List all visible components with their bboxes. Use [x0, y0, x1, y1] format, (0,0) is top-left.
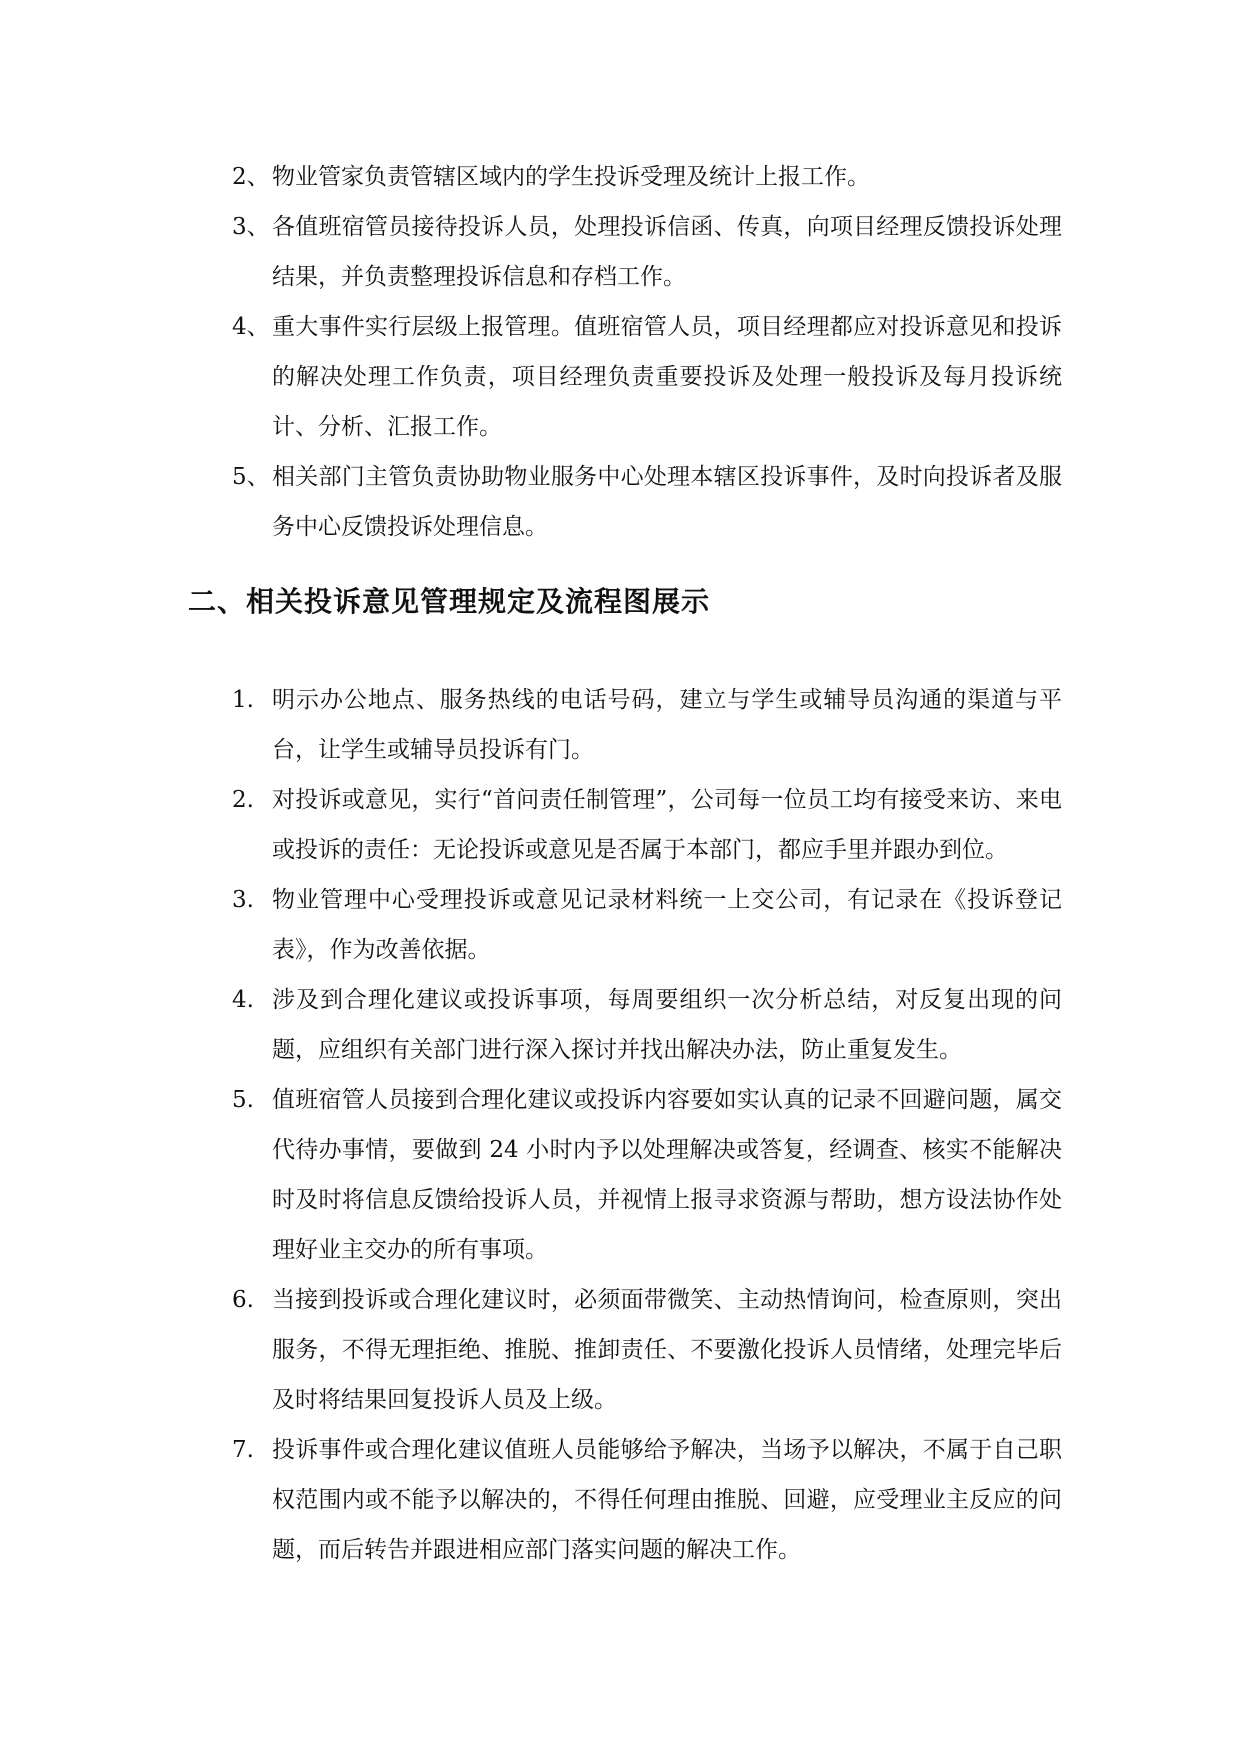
- list-item: [232, 775, 1062, 875]
- item-number: 2、: [232, 164, 270, 190]
- item-number: 7.: [232, 1437, 254, 1463]
- list-item: [232, 152, 1062, 202]
- item-text: 对投诉或意见，实行“首问责任制管理”，公司每一位员工均有接受来访、来电或投诉的责任：无论投诉或意见是否属于本部门，都应手里并跟办到位。: [272, 787, 1062, 863]
- item-number: 5、: [232, 464, 270, 490]
- list-item: [232, 302, 1062, 452]
- list-item: [232, 1425, 1062, 1575]
- item-number: 3、: [232, 214, 270, 240]
- item-text: 物业管理中心受理投诉或意见记录材料统一上交公司，有记录在《投诉登记表》，作为改善依据。: [272, 887, 1062, 963]
- item-number: 5.: [232, 1087, 254, 1113]
- item-text: 明示办公地点、服务热线的电话号码，建立与学生或辅导员沟通的渠道与平台，让学生或辅导员投诉有门。: [272, 687, 1062, 763]
- item-number: 2.: [232, 787, 254, 813]
- list-item: [232, 875, 1062, 975]
- list-item: [232, 675, 1062, 775]
- item-number: 4、: [232, 314, 270, 340]
- item-text: 重大事件实行层级上报管理。值班宿管人员，项目经理都应对投诉意见和投诉的解决处理工作负责，项目经理负责重要投诉及处理一般投诉及每月投诉统计、分析、汇报工作。: [272, 314, 1062, 440]
- list-item: [232, 975, 1062, 1075]
- list-item: [232, 452, 1062, 552]
- item-text: 各值班宿管员接待投诉人员，处理投诉信函、传真，向项目经理反馈投诉处理结果，并负责整理投诉信息和存档工作。: [272, 214, 1062, 290]
- item-number: 6.: [232, 1287, 254, 1313]
- item-text: 物业管家负责管辖区域内的学生投诉受理及统计上报工作。: [272, 164, 870, 190]
- list-item: [232, 1075, 1062, 1275]
- item-text: 相关部门主管负责协助物业服务中心处理本辖区投诉事件，及时向投诉者及服务中心反馈投诉处理信息。: [272, 464, 1062, 540]
- list-item: [232, 202, 1062, 302]
- list-item: [232, 1275, 1062, 1425]
- item-text: 值班宿管人员接到合理化建议或投诉内容要如实认真的记录不回避问题，属交代待办事情，要做到 24 小时内予以处理解决或答复，经调查、核实不能解决时及时将信息反馈给投诉人员，并视情上报寻求资源与帮助，想方设法协作处理好业主交办的所有事项。: [272, 1087, 1062, 1263]
- responsibility-list: [232, 152, 1062, 552]
- section-heading: 二、相关投诉意见管理规定及流程图展示: [188, 585, 711, 618]
- item-number: 3.: [232, 887, 254, 913]
- item-text: 投诉事件或合理化建议值班人员能够给予解决，当场予以解决，不属于自己职权范围内或不能予以解决的，不得任何理由推脱、回避，应受理业主反应的问题，而后转告并跟进相应部门落实问题的解决工作。: [272, 1437, 1062, 1563]
- item-text: 涉及到合理化建议或投诉事项，每周要组织一次分析总结，对反复出现的问题，应组织有关部门进行深入探讨并找出解决办法，防止重复发生。: [272, 987, 1062, 1063]
- regulation-list: [232, 675, 1062, 1575]
- item-text: 当接到投诉或合理化建议时，必须面带微笑、主动热情询问，检查原则，突出服务，不得无理拒绝、推脱、推卸责任、不要激化投诉人员情绪，处理完毕后及时将结果回复投诉人员及上级。: [272, 1287, 1062, 1413]
- item-number: 4.: [232, 987, 254, 1013]
- item-number: 1.: [232, 687, 254, 713]
